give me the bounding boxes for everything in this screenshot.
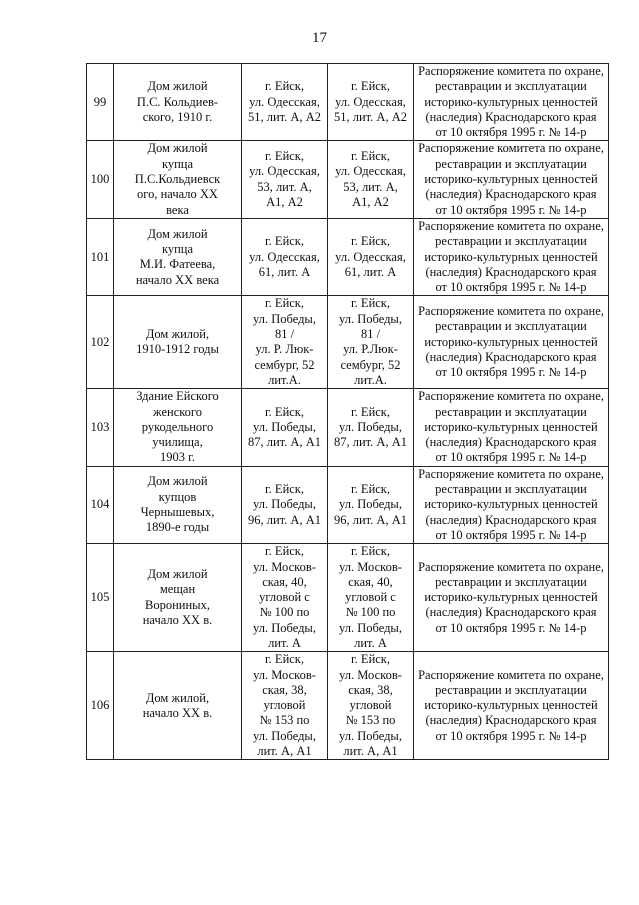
object-address-cell: г. Ейск, ул. Одесская, 61, лит. А [242, 218, 328, 295]
legal-document-cell: Распоряжение комитета по охране, реставрации и эксплуатации историко-культурных ценностей (наследия) Краснодарского края от 10 октября 1995 г. № 14-р [414, 466, 609, 543]
row-number-cell: 103 [87, 389, 114, 466]
table-row [87, 389, 609, 466]
object-name-cell: Дом жилой, начало XX в. [114, 652, 242, 760]
row-number-cell: 105 [87, 544, 114, 652]
legal-document-cell: Распоряжение комитета по охране, реставрации и эксплуатации историко-культурных ценностей (наследия) Краснодарского края от 10 октября 1995 г. № 14-р [414, 218, 609, 295]
legal-document-cell: Распоряжение комитета по охране, реставрации и эксплуатации историко-культурных ценностей (наследия) Краснодарского края от 10 октября 1995 г. № 14-р [414, 141, 609, 218]
legal-document-cell: Распоряжение комитета по охране, реставрации и эксплуатации историко-культурных ценностей (наследия) Краснодарского края от 10 октября 1995 г. № 14-р [414, 64, 609, 141]
object-name-cell: Здание Ейского женского рукодельного училища, 1903 г. [114, 389, 242, 466]
page-number: 17 [312, 30, 327, 46]
object-address-cell: г. Ейск, ул. Победы, 81 / ул. Р. Люк- сембург, 52 лит.А. [242, 296, 328, 389]
legal-document-cell: Распоряжение комитета по охране, реставрации и эксплуатации историко-культурных ценностей (наследия) Краснодарского края от 10 октября 1995 г. № 14-р [414, 652, 609, 760]
row-number-cell: 102 [87, 296, 114, 389]
legal-document-cell: Распоряжение комитета по охране, реставрации и эксплуатации историко-культурных ценностей (наследия) Краснодарского края от 10 октября 1995 г. № 14-р [414, 544, 609, 652]
object-address-cell: г. Ейск, ул. Москов- ская, 40, угловой с № 100 по ул. Победы, лит. А [242, 544, 328, 652]
object-address-cell: г. Ейск, ул. Одесская, 51, лит. А, А2 [242, 64, 328, 141]
object-name-cell: Дом жилой, 1910-1912 годы [114, 296, 242, 389]
table-row [87, 141, 609, 218]
table-row [87, 64, 609, 141]
object-location-cell: г. Ейск, ул. Одесская, 61, лит. А [328, 218, 414, 295]
object-location-cell: г. Ейск, ул. Москов- ская, 38, угловой № 153 по ул. Победы, лит. А, А1 [328, 652, 414, 760]
object-location-cell: г. Ейск, ул. Одесская, 51, лит. А, А2 [328, 64, 414, 141]
object-name-cell: Дом жилой купца П.С.Кольдиевск ого, начало XX века [114, 141, 242, 218]
legal-document-cell: Распоряжение комитета по охране, реставрации и эксплуатации историко-культурных ценностей (наследия) Краснодарского края от 10 октября 1995 г. № 14-р [414, 389, 609, 466]
object-name-cell: Дом жилой мещан Ворониных, начало XX в. [114, 544, 242, 652]
table-row [87, 218, 609, 295]
object-name-cell: Дом жилой П.С. Кольдиев- ского, 1910 г. [114, 64, 242, 141]
row-number-cell: 100 [87, 141, 114, 218]
object-location-cell: г. Ейск, ул. Победы, 87, лит. А, А1 [328, 389, 414, 466]
object-name-cell: Дом жилой купцов Чернышевых, 1890-е годы [114, 466, 242, 543]
heritage-registry-table [86, 63, 609, 760]
row-number-cell: 101 [87, 218, 114, 295]
table-row [87, 296, 609, 389]
object-address-cell: г. Ейск, ул. Победы, 87, лит. А, А1 [242, 389, 328, 466]
row-number-cell: 104 [87, 466, 114, 543]
object-location-cell: г. Ейск, ул. Победы, 96, лит. А, А1 [328, 466, 414, 543]
table-row [87, 466, 609, 543]
table-row [87, 652, 609, 760]
row-number-cell: 106 [87, 652, 114, 760]
legal-document-cell: Распоряжение комитета по охране, реставрации и эксплуатации историко-культурных ценностей (наследия) Краснодарского края от 10 октября 1995 г. № 14-р [414, 296, 609, 389]
row-number-cell: 99 [87, 64, 114, 141]
object-location-cell: г. Ейск, ул. Победы, 81 / ул. Р.Люк- сембург, 52 лит.А. [328, 296, 414, 389]
table-row [87, 544, 609, 652]
object-address-cell: г. Ейск, ул. Победы, 96, лит. А, А1 [242, 466, 328, 543]
object-location-cell: г. Ейск, ул. Москов- ская, 40, угловой с № 100 по ул. Победы, лит. А [328, 544, 414, 652]
object-name-cell: Дом жилой купца М.И. Фатеева, начало XX века [114, 218, 242, 295]
object-address-cell: г. Ейск, ул. Одесская, 53, лит. А, А1, А2 [242, 141, 328, 218]
object-location-cell: г. Ейск, ул. Одесская, 53, лит. А, А1, А2 [328, 141, 414, 218]
object-address-cell: г. Ейск, ул. Москов- ская, 38, угловой № 153 по ул. Победы, лит. А, А1 [242, 652, 328, 760]
